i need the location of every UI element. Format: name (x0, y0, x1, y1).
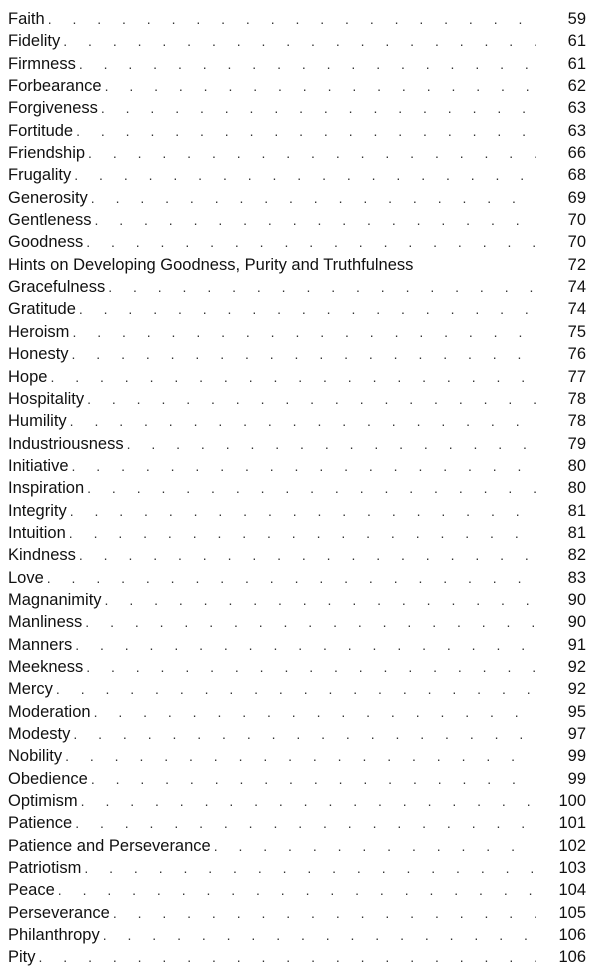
toc-entry (8, 276, 588, 298)
toc-entry (8, 924, 588, 946)
toc-entry (8, 477, 588, 499)
dot-leader (73, 723, 536, 745)
toc-entry (8, 142, 588, 164)
toc-entry-page-number: 97 (567, 725, 586, 743)
toc-entry-page-number: 106 (558, 948, 586, 967)
toc-entry-title: Patience (8, 814, 73, 833)
toc-entry-page-number: 68 (567, 166, 586, 185)
dot-leader (58, 879, 536, 901)
toc-entry (8, 164, 588, 186)
toc-entry (8, 410, 588, 432)
toc-entry-title: Integrity (8, 501, 67, 520)
dot-leader (87, 477, 536, 499)
dot-leader (70, 410, 536, 432)
toc-entry-page-number: 80 (567, 456, 586, 475)
dot-leader (87, 388, 536, 410)
toc-entry-page-number: 95 (567, 702, 586, 721)
toc-entry (8, 455, 588, 477)
toc-entry (8, 231, 588, 253)
dot-leader (214, 835, 536, 857)
toc-entry-page-number: 78 (567, 412, 586, 431)
toc-entry (8, 611, 588, 633)
toc-entry-title: Hope (8, 367, 48, 386)
toc-entry (8, 522, 588, 544)
toc-entry-page-number: 79 (567, 434, 586, 453)
toc-entry-page-number: 74 (567, 278, 586, 297)
toc-entry-title: Humility (8, 412, 67, 431)
toc-entry (8, 75, 588, 97)
toc-entry-page-number: 103 (558, 859, 586, 878)
dot-leader (88, 142, 536, 164)
toc-entry-title: Manliness (8, 613, 83, 632)
toc-entry-page-number: 62 (567, 77, 586, 96)
toc-entry (8, 53, 588, 75)
table-of-contents (8, 8, 588, 969)
toc-entry-title: Philanthropy (8, 926, 100, 945)
toc-entry (8, 544, 588, 566)
toc-entry-page-number: 92 (567, 657, 586, 676)
toc-entry-title: Gentleness (8, 211, 92, 230)
toc-entry-title: Fortitude (8, 121, 74, 140)
toc-entry (8, 857, 588, 879)
dot-leader (101, 97, 536, 119)
toc-entry (8, 30, 588, 52)
toc-entry-page-number: 83 (567, 568, 586, 587)
dot-leader (72, 321, 536, 343)
toc-entry-page-number: 70 (567, 233, 586, 252)
toc-entry-page-number: 99 (567, 769, 586, 788)
toc-entry (8, 790, 588, 812)
toc-entry (8, 366, 588, 388)
toc-entry-page-number: 75 (567, 322, 586, 341)
toc-entry (8, 209, 588, 231)
dot-leader (74, 164, 536, 186)
toc-entry-title: Generosity (8, 188, 88, 207)
toc-entry-page-number: 105 (558, 903, 586, 922)
toc-entry-title: Modesty (8, 725, 71, 743)
toc-entry-page-number: 63 (567, 99, 586, 118)
toc-entry-page-number: 101 (558, 814, 586, 833)
toc-entry-page-number: 61 (567, 32, 586, 51)
toc-entry-page-number: 100 (558, 792, 586, 811)
toc-entry-title: Nobility (8, 747, 63, 766)
dot-leader (75, 812, 536, 834)
dot-leader (75, 634, 536, 656)
dot-leader (70, 500, 536, 522)
toc-entry-title: Forgiveness (8, 99, 98, 118)
toc-entry-title: Pity (8, 948, 36, 967)
toc-entry-page-number: 91 (567, 635, 586, 654)
toc-entry-title: Moderation (8, 702, 91, 721)
toc-entry (8, 97, 588, 119)
toc-entry-page-number: 77 (567, 367, 586, 386)
toc-entry (8, 254, 588, 276)
toc-entry-page-number: 90 (567, 613, 586, 632)
dot-leader (79, 544, 536, 566)
toc-entry-page-number: 82 (567, 546, 586, 565)
toc-entry (8, 321, 588, 343)
dot-leader (86, 231, 536, 253)
dot-leader (91, 187, 536, 209)
toc-entry (8, 500, 588, 522)
dot-leader (72, 343, 536, 365)
toc-entry (8, 120, 588, 142)
toc-entry-title: Firmness (8, 54, 76, 73)
dot-leader (39, 946, 536, 968)
toc-entry-title: Faith (8, 10, 45, 28)
toc-entry-title: Industriousness (8, 434, 124, 453)
toc-entry (8, 812, 588, 834)
toc-entry-title: Intuition (8, 523, 66, 542)
dot-leader (127, 433, 536, 455)
toc-entry-title: Mercy (8, 680, 53, 699)
toc-entry-title: Fidelity (8, 32, 61, 51)
toc-entry-page-number: 72 (567, 255, 586, 274)
toc-entry-page-number: 70 (567, 211, 586, 230)
toc-entry (8, 902, 588, 924)
toc-entry (8, 723, 588, 745)
dot-leader (105, 75, 536, 97)
dot-leader (94, 209, 536, 231)
dot-leader (91, 768, 536, 790)
toc-entry-page-number: 69 (567, 188, 586, 207)
toc-entry (8, 433, 588, 455)
toc-entry (8, 343, 588, 365)
toc-entry-page-number: 99 (567, 747, 586, 766)
toc-entry-page-number: 59 (567, 10, 586, 28)
dot-leader (65, 745, 536, 767)
toc-entry-title: Peace (8, 881, 55, 900)
toc-entry-title: Kindness (8, 546, 76, 565)
dot-leader (69, 522, 536, 544)
dot-leader (84, 857, 536, 879)
toc-entry (8, 835, 588, 857)
toc-entry-title: Patience and Perseverance (8, 836, 211, 855)
toc-entry-title: Optimism (8, 792, 78, 811)
toc-entry-title: Initiative (8, 456, 69, 475)
toc-entry (8, 589, 588, 611)
toc-entry-page-number: 106 (558, 926, 586, 945)
toc-entry-page-number: 90 (567, 590, 586, 609)
dot-leader (81, 790, 536, 812)
toc-entry (8, 8, 588, 30)
toc-entry-title: Magnanimity (8, 590, 102, 609)
toc-entry-title: Frugality (8, 166, 72, 185)
toc-entry-page-number: 81 (567, 523, 586, 542)
toc-entry (8, 745, 588, 767)
dot-leader (79, 298, 536, 320)
toc-entry-page-number: 92 (567, 680, 586, 699)
toc-entry (8, 187, 588, 209)
dot-leader (72, 455, 536, 477)
toc-entry-title: Inspiration (8, 479, 85, 498)
dot-leader (108, 276, 536, 298)
dot-leader (76, 120, 536, 142)
dot-leader (94, 701, 536, 723)
toc-entry (8, 678, 588, 700)
toc-entry-page-number: 66 (567, 144, 586, 163)
dot-leader (105, 589, 536, 611)
dot-leader (85, 611, 536, 633)
toc-entry-page-number: 102 (558, 836, 586, 855)
toc-entry-page-number: 78 (567, 389, 586, 408)
toc-entry-page-number: 80 (567, 479, 586, 498)
dot-leader (79, 53, 536, 75)
toc-entry (8, 388, 588, 410)
toc-entry-title: Obedience (8, 769, 88, 788)
toc-entry (8, 656, 588, 678)
toc-entry (8, 768, 588, 790)
toc-entry (8, 298, 588, 320)
toc-entry-title: Friendship (8, 144, 86, 163)
toc-entry (8, 879, 588, 901)
toc-entry-title: Goodness (8, 233, 84, 252)
dot-leader (50, 366, 536, 388)
toc-entry-title: Gratitude (8, 300, 76, 319)
toc-entry-page-number: 104 (558, 881, 586, 900)
toc-entry-title: Forbearance (8, 77, 102, 96)
toc-entry-title: Hospitality (8, 389, 85, 408)
dot-leader (56, 678, 536, 700)
toc-entry-title: Manners (8, 635, 73, 654)
toc-entry-page-number: 63 (567, 121, 586, 140)
toc-entry-page-number: 74 (567, 300, 586, 319)
toc-entry-title: Heroism (8, 322, 70, 341)
toc-entry-title: Meekness (8, 657, 84, 676)
toc-entry-title: Honesty (8, 345, 69, 364)
dot-leader (63, 30, 536, 52)
toc-entry-title: Patriotism (8, 859, 82, 878)
toc-entry (8, 946, 588, 968)
toc-entry (8, 634, 588, 656)
toc-entry-title: Gracefulness (8, 278, 106, 297)
toc-entry-title: Perseverance (8, 903, 110, 922)
dot-leader (103, 924, 536, 946)
toc-entry-page-number: 61 (567, 54, 586, 73)
toc-entry (8, 701, 588, 723)
toc-entry-page-number: 76 (567, 345, 586, 364)
toc-entry (8, 567, 588, 589)
toc-entry-title: Love (8, 568, 44, 587)
toc-entry-title: Hints on Developing Goodness, Purity and Truthfulness (8, 255, 414, 274)
dot-leader (47, 567, 536, 589)
dot-leader (86, 656, 536, 678)
toc-entry-page-number: 81 (567, 501, 586, 520)
dot-leader (48, 8, 536, 30)
dot-leader (113, 902, 536, 924)
